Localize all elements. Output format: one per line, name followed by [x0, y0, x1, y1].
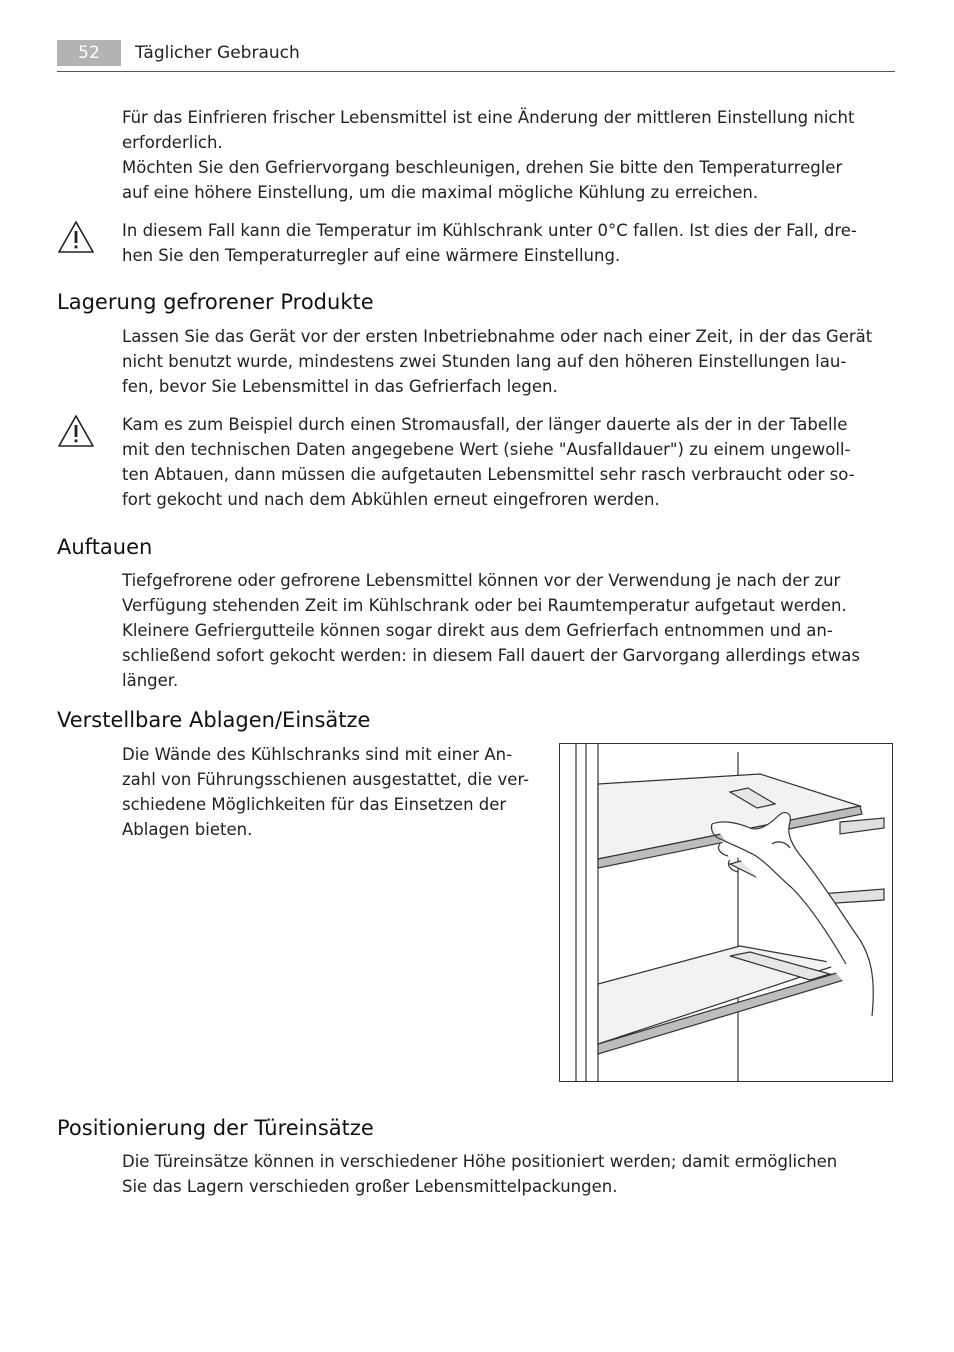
fridge-shelf-hand-drawing — [560, 744, 892, 1081]
intro-paragraph: Für das Einfrieren frischer Lebensmittel ist eine Änderung der mittleren Einstellung nicht erforderlich. Möchten Sie den Gefriervorgang beschleunigen, drehen Sie bitte den Temperaturregler auf eine höhere Einstellung, um die maximal mögliche Kühlung zu erreichen. — [122, 108, 855, 202]
warning-note-1: In diesem Fall kann die Temperatur im Kühlschrank unter 0°C fallen. Ist dies der Fall, dre- hen Sie den Temperaturregler auf eine wärmere Einstellung. — [122, 221, 857, 265]
shelf-illustration — [559, 743, 893, 1082]
warning-triangle-icon — [57, 220, 95, 254]
thawing-paragraph: Tiefgefrorene oder gefrorene Lebensmittel können vor der Verwendung je nach der zur Verfügung stehenden Zeit im Kühlschrank oder bei Raumtemperatur aufgetaut werden. Kleinere Gefriergutteile können sogar direkt aus dem Gefrierfach entnommen und an- schließend sofort gekocht werden: in diesem Fall dauert der Garvorgang allerdings etwas länger. — [122, 571, 860, 690]
page-number: 52 — [57, 40, 121, 66]
shelves-paragraph: Die Wände des Kühlschranks sind mit einer An- zahl von Führungsschienen ausgestattet, die ver- schiedene Möglichkeiten für das Einsetzen der Ablagen bieten. — [122, 745, 530, 839]
page-header — [57, 40, 895, 72]
section-title: Täglicher Gebrauch — [135, 43, 300, 63]
warning-triangle-icon — [57, 414, 95, 448]
heading-thawing: Auftauen — [57, 535, 153, 559]
heading-storage: Lagerung gefrorener Produkte — [57, 290, 374, 314]
door-paragraph: Die Türeinsätze können in verschiedener Höhe positioniert werden; damit ermöglichen Sie das Lagern verschieden großer Lebensmittelpackungen. — [122, 1152, 838, 1196]
warning-note-2: Kam es zum Beispiel durch einen Stromausfall, der länger dauerte als der in der Tabelle mit den technischen Daten angegebene Wert (siehe "Ausfalldauer") zu einem ungewoll- ten Abtauen, dann müssen die aufgetauten Lebensmittel sehr rasch verbraucht oder so- fort gekocht und nach dem Abkühlen erneut eingefroren werden. — [122, 415, 855, 509]
heading-door-inserts: Positionierung der Türeinsätze — [57, 1116, 374, 1140]
heading-shelves: Verstellbare Ablagen/Einsätze — [57, 708, 371, 732]
storage-paragraph: Lassen Sie das Gerät vor der ersten Inbetriebnahme oder nach einer Zeit, in der das Gerät nicht benutzt wurde, mindestens zwei Stunden lang auf den höheren Einstellungen lau- fen, bevor Sie Lebensmittel in das Gefrierfach legen. — [122, 327, 873, 396]
